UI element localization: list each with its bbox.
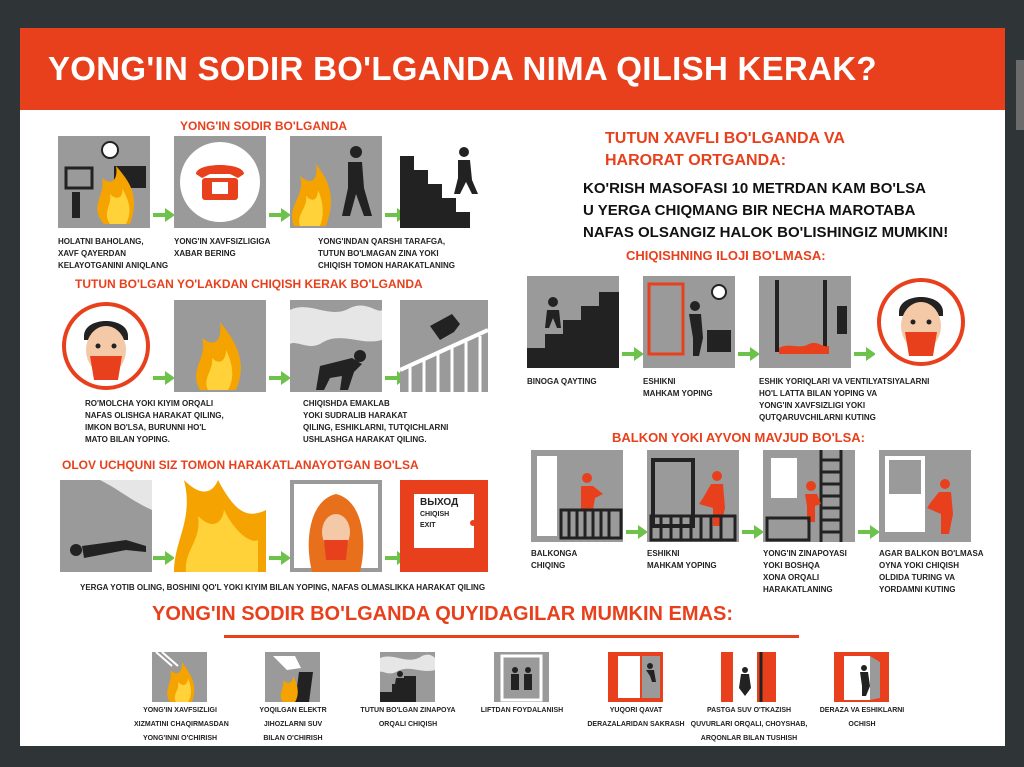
caption-call: YONG'IN XAVFSIZLIGIGA XABAR BERING (174, 237, 271, 258)
handrail-picture (400, 300, 488, 392)
caption-return: BINOGA QAYTING (527, 377, 597, 386)
caption-move: YONG'INDAN QARSHI TARAFGA, TUTUN BO'LMAGAN ZINA YOKI CHIQISH TOMON HARAKATLANING (318, 237, 456, 270)
flames-picture (174, 480, 266, 572)
section-heading-sparks: OLOV UCHQUNI SIZ TOMON HARAKATLANAYOTGAN BO'LSA (62, 458, 419, 472)
caption-prohibited-jump: YUQORI QAVAT DERAZALARIDAN SAKRASH (587, 707, 685, 728)
assess-situation-picture (58, 136, 150, 228)
move-away-picture (290, 136, 382, 228)
prohibited-water-electric-picture (265, 652, 320, 702)
caption-prohibited-pipes: PASTGA SUV O'TKAZISH QUVURLARI ORQALI, CHOYSHAB, ARQONLAR BILAN TUSHISH (690, 707, 808, 742)
caption-prohibited-extinguish: YONG'IN XAVFSIZLIGI XIZMATINI CHAQIRMASDAN YONG'INNI O'CHIRISH (134, 707, 229, 742)
caption-seal-cracks: ESHIK YORIQLARI VA VENTILYATSIYALARNI HO'L LATTA BILAN YOPING VA YONG'IN XAVFSIZLIGI YOKI QUTQARUVCHILARNI KUTING (759, 377, 930, 422)
prohibited-pipes-picture (721, 652, 776, 702)
caption-lie-down: YERGA YOTIB OLING, BOSHINI QO'L YOKI KIYIM BILAN YOPING, NAFAS OLMASLIKKA HARAKAT QILING (80, 583, 486, 592)
caption-prohibited-smoky-stairs: TUTUN BO'LGAN ZINAPOYA ORQALI CHIQISH (360, 707, 456, 728)
heading-underline (224, 635, 799, 638)
go-balcony-picture (531, 450, 623, 542)
prohibited-jump-picture (608, 652, 663, 702)
wait-window-picture (879, 450, 971, 542)
section-heading-balcony: BALKON YOKI AYVON MAVJUD BO'LSA: (612, 430, 866, 445)
frame-edge (1016, 60, 1024, 130)
caption-fire-ladder: YONG'IN ZINAPOYASI YOKI BOSHQA XONA ORQALI HARAKATLANING (763, 549, 847, 594)
arrow-icon (858, 525, 880, 539)
section-heading-fire: YONG'IN SODIR BO'LGANDA (180, 119, 348, 133)
section-heading-smoke-danger: TUTUN XAVFLI BO'LGANDA VA HARORAT ORTGANDA: (605, 130, 845, 169)
exit-sign-text: ВЫХОД CHIQISH EXIT (420, 497, 459, 529)
close-door-picture (643, 276, 735, 368)
section-heading-prohibited: YONG'IN SODIR BO'LGANDA QUYIDAGILAR MUMKIN EMAS: (152, 603, 733, 625)
arrow-icon (269, 551, 291, 565)
seal-cracks-picture (759, 276, 851, 368)
arrow-icon (153, 371, 175, 385)
return-building-picture (527, 276, 619, 368)
caption-cover-nose: RO'MOLCHA YOKI KIYIM ORQALI NAFAS OLISHGA HARAKAT QILING, IMKON BO'LSA, BURUNNI HO'L MATO BILAN YOPING. (85, 399, 224, 444)
call-fire-service-picture (174, 136, 266, 228)
caption-close-balcony-door: ESHIKNI MAHKAM YOPING (647, 549, 717, 570)
caption-close-door: ESHIKNI MAHKAM YOPING (643, 377, 713, 398)
arrow-icon (153, 551, 175, 565)
cover-nose-picture (60, 300, 152, 392)
visibility-warning: KO'RISH MASOFASI 10 METRDAN KAM BO'LSA U YERGA CHIQMANG BIR NECHA MAROTABA NAFAS OLSANGIZ HALOK BO'LISHINGIZ MUMKIN! (583, 180, 949, 241)
caption-wait-window: AGAR BALKON BO'LMASA OYNA YOKI CHIQISH OLDIDA TURING VA YORDAMNI KUTING (879, 549, 984, 594)
poster (20, 28, 1005, 746)
wait-rescue-picture (875, 276, 967, 368)
cover-head-picture (290, 480, 382, 572)
caption-prohibited-water-electric: YOQILGAN ELEKTR JIHOZLARNI SUV BILAN O'CHIRISH (259, 707, 327, 742)
caption-prohibited-open-door: DERAZA VA ESHIKLARNI OCHISH (819, 707, 905, 728)
prohibited-smoky-stairs-picture (380, 652, 435, 702)
arrow-icon (153, 208, 175, 222)
fire-corridor-picture (174, 300, 266, 392)
section-heading-no-exit: CHIQISHNING ILOJI BO'LMASA: (626, 248, 826, 263)
caption-assess: HOLATNI BAHOLANG, XAVF QAYERDAN KELAYOTGANINI ANIQLANG (58, 237, 169, 270)
crawl-picture (290, 300, 382, 392)
caption-go-balcony: BALKONGA CHIQING (531, 549, 578, 570)
title-banner (20, 28, 1005, 110)
lie-down-picture (60, 480, 152, 572)
prohibited-open-door-picture (834, 652, 889, 702)
poster-title: YONG'IN SODIR BO'LGANDA NIMA QILISH KERAK? (48, 50, 877, 87)
section-heading-smoke-corridor: TUTUN BO'LGAN YO'LAKDAN CHIQISH KERAK BO'LGANDA (75, 277, 423, 291)
prohibited-elevator-picture (494, 652, 549, 702)
stairs-picture (400, 136, 488, 228)
close-balcony-door-picture (647, 450, 739, 542)
arrow-icon (269, 208, 291, 222)
exit-sign-picture (400, 480, 488, 572)
caption-crawl: CHIQISHDA EMAKLAB YOKI SUDRALIB HARAKAT QILING, ESHIKLARNI, TUTQICHLARNI USHLASHGA HARAKAT QILING. (303, 399, 449, 444)
arrow-icon (626, 525, 648, 539)
caption-prohibited-elevator: LIFTDAN FOYDALANISH (480, 707, 564, 714)
prohibited-extinguish-picture (152, 652, 207, 702)
arrow-icon (854, 347, 876, 361)
arrow-icon (269, 371, 291, 385)
arrow-icon (738, 347, 760, 361)
arrow-icon (622, 347, 644, 361)
arrow-icon (742, 525, 764, 539)
fire-ladder-picture (763, 450, 855, 542)
